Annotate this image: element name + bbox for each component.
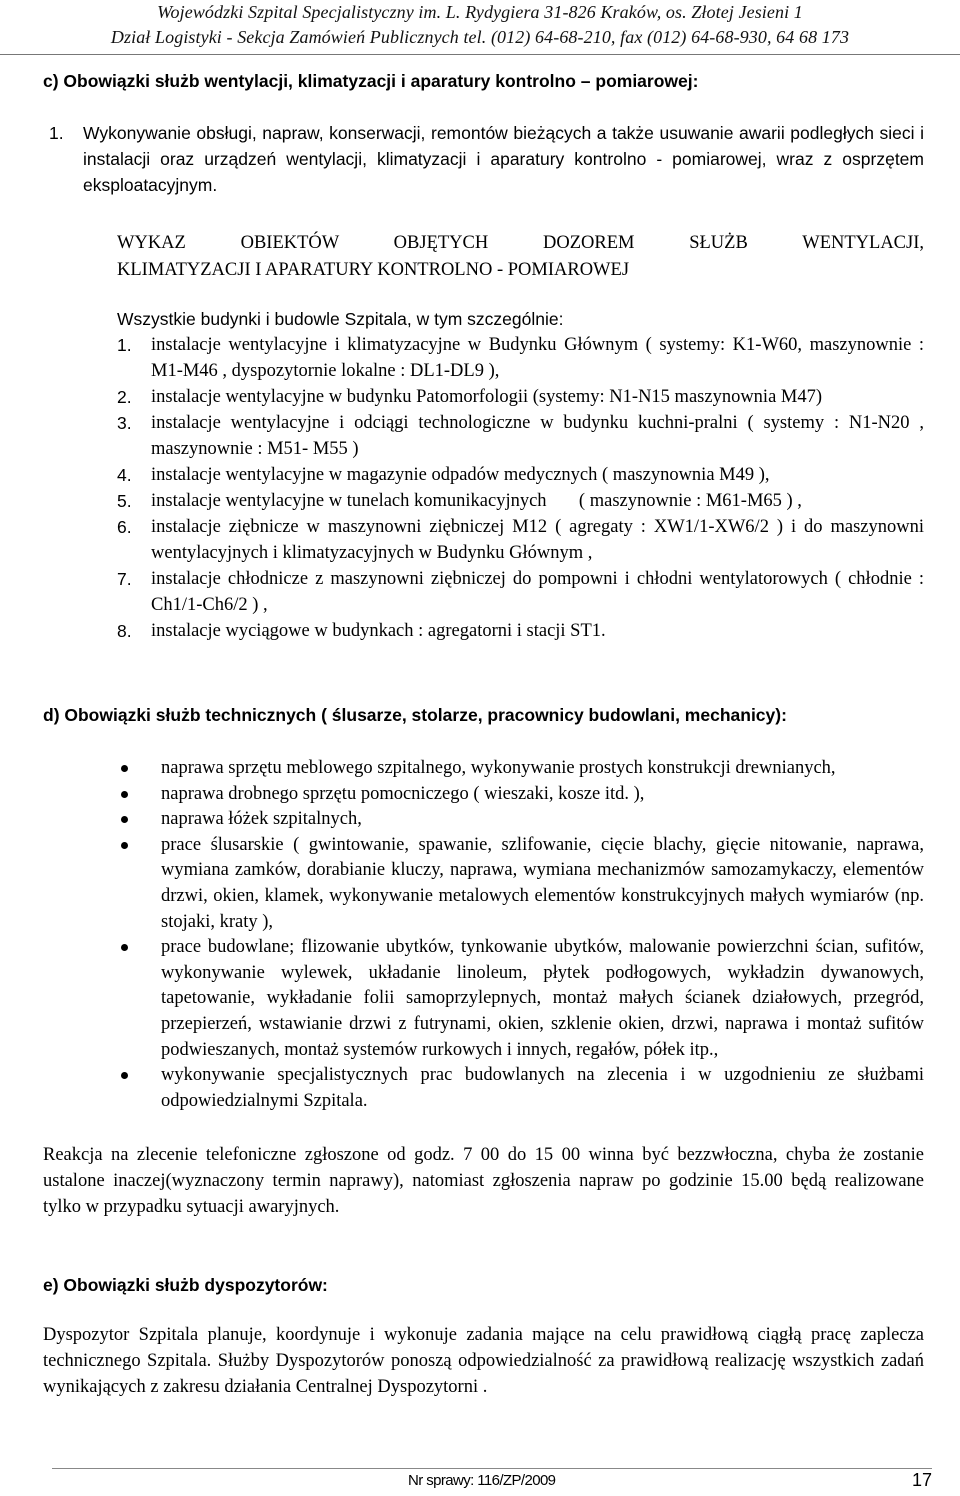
- section-e-heading: e) Obowiązki służb dyspozytorów:: [43, 1275, 328, 1296]
- section-c-item-1: [43, 120, 924, 198]
- reaction-paragraph: Reakcja na zlecenie telefoniczne zgłoszone od godz. 7 00 do 15 00 winna być bezzwłoczna, chyba że zostanie ustalone inaczej(wyznaczony termin naprawy), natomiast zgłoszenia napraw po godzinie 15.00 będą realizowane tylko w przypadku sytuacji awaryjnych.: [43, 1145, 924, 1218]
- wykaz-title: [117, 230, 924, 284]
- page-header: [0, 0, 960, 50]
- bullet-icon: [121, 1072, 128, 1079]
- wykaz-item-number: 7.: [117, 569, 132, 589]
- wykaz-title-line-1: WYKAZ OBIEKTÓW OBJĘTYCH DOZOREM SŁUŻB WENTYLACJI,: [117, 233, 924, 253]
- list-item-text: wykonywanie specjalistycznych prac budowlanych na zlecenia i w uzgodnieniu ze służbami odpowiedzialnymi Szpitala.: [161, 1065, 924, 1111]
- wykaz-item: [117, 566, 924, 618]
- list-item-text: naprawa sprzętu meblowego szpitalnego, wykonywanie prostych konstrukcji drewnianych,: [161, 758, 836, 778]
- bullet-icon: [121, 816, 128, 823]
- list-item: [161, 935, 924, 1063]
- section-d-heading: d) Obowiązki służb technicznych ( ślusarze, stolarze, pracownicy budowlani, mechanicy):: [43, 705, 787, 725]
- list-item: [161, 782, 924, 808]
- wykaz-item: [117, 410, 924, 462]
- section-c-item-text: Wykonywanie obsługi, napraw, konserwacji, remontów bieżących a także usuwanie awarii podległych sieci i instalacji oraz urządzeń wentylacji, klimatyzacji i aparatury kontrolno - pomiarowej, wraz z osprzętem eksploatacyjnym.: [83, 123, 924, 195]
- header-line-institution: Wojewódzki Szpital Specjalistyczny im. L. Rydygiera 31-826 Kraków, os. Złotej Jesieni 1: [157, 2, 803, 22]
- page-content: [43, 68, 924, 1400]
- wykaz-item-number: 3.: [117, 413, 132, 433]
- list-item: [161, 833, 924, 935]
- wykaz-item: [117, 618, 924, 644]
- wykaz-item-number: 5.: [117, 491, 132, 511]
- list-item-text: naprawa łóżek szpitalnych,: [161, 809, 362, 830]
- wykaz-item: [117, 384, 924, 410]
- list-item: [161, 1063, 924, 1114]
- wykaz-item: [117, 514, 924, 566]
- list-item-text: prace budowlane; flizowanie ubytków, tynkowanie ubytków, malowanie powierzchni ścian, sufitów, wykonywanie wylewek, układanie linoleum, płytek podłogowych, wykładzin dywanowych, tapetowanie, wykładanie folii samoprzylepnych, montaż małych ścianek działowych, przegród, przepierzeń, wstawianie drzwi z futrynami, okien, szklenie okien, drzwi, naprawa i montaż sufitów podwieszanych, montaż systemów rurkowych i innych, regałów, półek itp.,: [161, 937, 924, 1060]
- wykaz-item-text: instalacje wentylacyjne i odciągi technologiczne w budynku kuchni-pralni ( systemy : N1-N20 , maszynownie : M51- M55 ): [151, 413, 924, 459]
- list-item-text: naprawa drobnego sprzętu pomocniczego ( wieszaki, kosze itd. ),: [161, 783, 645, 804]
- wykaz-title-line-2: KLIMATYZACJI I APARATURY KONTROLNO - POMIAROWEJ: [117, 260, 630, 280]
- list-item: [161, 756, 924, 782]
- section-e-paragraph: Dyspozytor Szpitala planuje, koordynuje i wykonuje zadania mające na celu prawidłową ciągłą pracę zaplecza technicznego Szpitala. Służby Dyspozytorów ponoszą odpowiedzialność za prawidłową realizację wszystkich zadań wynikających z zakresu działania Centralnej Dyspozytorni .: [43, 1325, 924, 1398]
- list-item-text: prace ślusarskie ( gwintowanie, spawanie, szlifowanie, cięcie blachy, gięcie nitowanie, naprawa, wymiana zamków, dorabianie kluczy, naprawa, wymiana mechanizmów samozamykaczy, elementów drzwi, okien, klamek, wykonywanie metalowych elementów konstrukcyjnych małych wymiarów (np. stojaki, kraty ),: [161, 834, 924, 932]
- list-item: [161, 807, 924, 833]
- section-c-heading: c) Obowiązki służb wentylacji, klimatyzacji i aparatury kontrolno – pomiarowej:: [43, 71, 699, 91]
- wykaz-list: [117, 306, 924, 644]
- section-d-bullet-list: [161, 756, 924, 1114]
- wykaz-item: [117, 462, 924, 488]
- wykaz-item-text: instalacje wentylacyjne w magazynie odpadów medycznych ( maszynownia M49 ),: [151, 465, 770, 485]
- wykaz-item-number: 1.: [117, 335, 132, 355]
- wykaz-item-text: instalacje wyciągowe w budynkach : agregatorni i stacji ST1.: [151, 621, 606, 641]
- header-divider: [0, 54, 960, 55]
- bullet-icon: [121, 791, 128, 798]
- page-number: 17: [911, 1470, 932, 1490]
- wykaz-item-number: 2.: [117, 387, 132, 407]
- header-line-department: Dział Logistyki - Sekcja Zamówień Publicznych tel. (012) 64-68-210, fax (012) 64-68-930, 64 68 173: [110, 27, 850, 47]
- bullet-icon: [121, 944, 128, 951]
- section-c-item-number: 1.: [49, 123, 64, 143]
- wykaz-item-number: 6.: [117, 517, 132, 537]
- footer-divider: [52, 1468, 932, 1469]
- bullet-icon: [121, 842, 128, 849]
- case-number: Nr sprawy: 116/ZP/2009: [408, 1472, 556, 1489]
- bullet-icon: [121, 765, 128, 772]
- wykaz-item-number: 4.: [117, 465, 132, 485]
- wykaz-item-text: instalacje wentylacyjne w tunelach komunikacyjnych ( maszynownie : M61-M65 ) ,: [151, 491, 802, 511]
- wykaz-item-text: instalacje ziębnicze w maszynowni ziębniczej M12 ( agregaty : XW1/1-XW6/2 ) i do maszynowni wentylacyjnych i klimatyzacyjnych w Budynku Głównym ,: [151, 517, 924, 563]
- wykaz-item-text: instalacje chłodnicze z maszynowni ziębniczej do pompowni i chłodni wentylatorowych ( chłodnie : Ch1/1-Ch6/2 ) ,: [151, 569, 924, 615]
- wykaz-item-text: instalacje wentylacyjne w budynku Patomorfologii (systemy: N1-N15 maszynownia M47): [151, 387, 823, 407]
- wykaz-item: [117, 332, 924, 384]
- wykaz-intro: Wszystkie budynki i budowle Szpitala, w tym szczególnie:: [117, 309, 564, 329]
- wykaz-item-number: 8.: [117, 621, 132, 641]
- wykaz-item-text: instalacje wentylacyjne i klimatyzacyjne w Budynku Głównym ( systemy: K1-W60, maszynownie : M1-M46 , dyspozytornie lokalne : DL1-DL9 ),: [151, 335, 924, 381]
- wykaz-item: [117, 488, 924, 514]
